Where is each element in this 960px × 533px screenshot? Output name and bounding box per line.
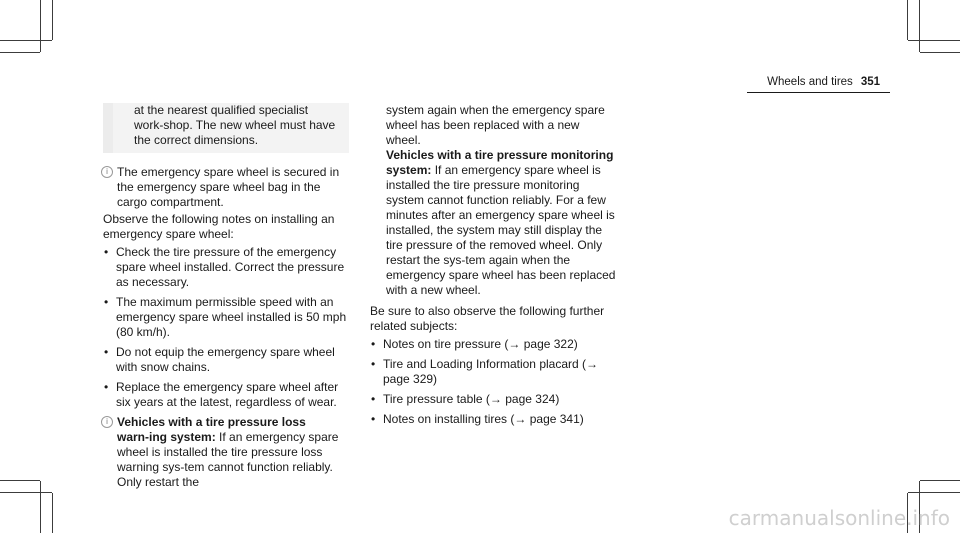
monitoring-heading: Vehicles with a tire pressure monitoring system: xyxy=(386,148,614,177)
header-divider xyxy=(747,92,890,93)
section-title: Wheels and tires xyxy=(767,76,853,88)
crop-mark xyxy=(40,481,41,533)
related-link[interactable]: • Tire and Loading Information placard (→ page 329) xyxy=(370,357,616,387)
crop-mark xyxy=(907,0,908,40)
note-text xyxy=(117,415,349,490)
info-icon: i xyxy=(101,416,113,428)
note-spare-wheel-bag xyxy=(103,165,349,210)
related-link[interactable]: • Notes on tire pressure (→ page 322) xyxy=(370,337,616,352)
related-link[interactable]: • Tire pressure table (→ page 324) xyxy=(370,392,616,407)
crop-mark xyxy=(0,480,40,481)
crop-mark xyxy=(908,492,960,493)
related-link[interactable]: • Notes on installing tires (→ page 341) xyxy=(370,412,616,427)
crop-mark xyxy=(52,493,53,533)
related-intro: Be sure to also observe the following further related subjects: xyxy=(370,304,605,333)
crop-mark xyxy=(52,0,53,40)
continued-note-text: system again when the emergency spare wheel has been replaced with a new wheel. xyxy=(386,103,605,147)
note-tire-pressure-loss xyxy=(103,415,349,490)
list-item: • Replace the emergency spare wheel after six years at the latest, regardless of wear. xyxy=(103,380,349,410)
left-column xyxy=(103,103,349,492)
right-column xyxy=(370,103,616,432)
monitoring-paragraph xyxy=(386,148,616,298)
crop-mark xyxy=(0,52,40,53)
page-number: 351 xyxy=(860,76,880,88)
related-subjects-list xyxy=(370,337,616,427)
crop-mark xyxy=(0,40,52,41)
installation-intro: Observe the following notes on installing an emergency spare wheel: xyxy=(103,212,335,241)
note-heading: Vehicles with a tire pressure loss warn‑ing system: xyxy=(117,415,306,444)
list-item: • Check the tire pressure of the emergency spare wheel installed. Correct the pressure as necessary. xyxy=(103,245,349,290)
list-item: • Do not equip the emergency spare wheel with snow chains. xyxy=(103,345,349,375)
note-body: If an emergency spare wheel is installed the tire pressure loss warning sys‑tem cannot function reliably. Only restart the xyxy=(117,430,339,489)
crop-mark xyxy=(920,52,960,53)
crop-mark xyxy=(40,0,41,52)
info-icon: i xyxy=(101,166,113,178)
crop-mark xyxy=(919,0,920,52)
running-header xyxy=(760,75,880,90)
continued-warning-text: at the nearest qualified specialist work‑shop. The new wheel must have the correct dimensions. xyxy=(134,103,336,147)
crop-mark xyxy=(908,40,960,41)
monitoring-note xyxy=(370,103,616,298)
continued-warning-box xyxy=(103,103,349,153)
note-text: The emergency spare wheel is secured in the emergency spare wheel bag in the cargo compartment. xyxy=(117,165,340,209)
crop-mark xyxy=(0,492,52,493)
list-item: • The maximum permissible speed with an emergency spare wheel installed is 50 mph (80 km/h). xyxy=(103,295,349,340)
watermark: carmanualsonline.info xyxy=(728,506,950,530)
installation-notes-list xyxy=(103,245,349,410)
crop-mark xyxy=(920,480,960,481)
monitoring-body: If an emergency spare wheel is installed the tire pressure monitoring system cannot function reliably. For a few minutes after an emergency spare wheel is installed, the system may still display the tire pressure of the removed wheel. Only restart the sys‑tem again when the emergency spare wheel has been replaced with a new wheel. xyxy=(386,163,616,297)
